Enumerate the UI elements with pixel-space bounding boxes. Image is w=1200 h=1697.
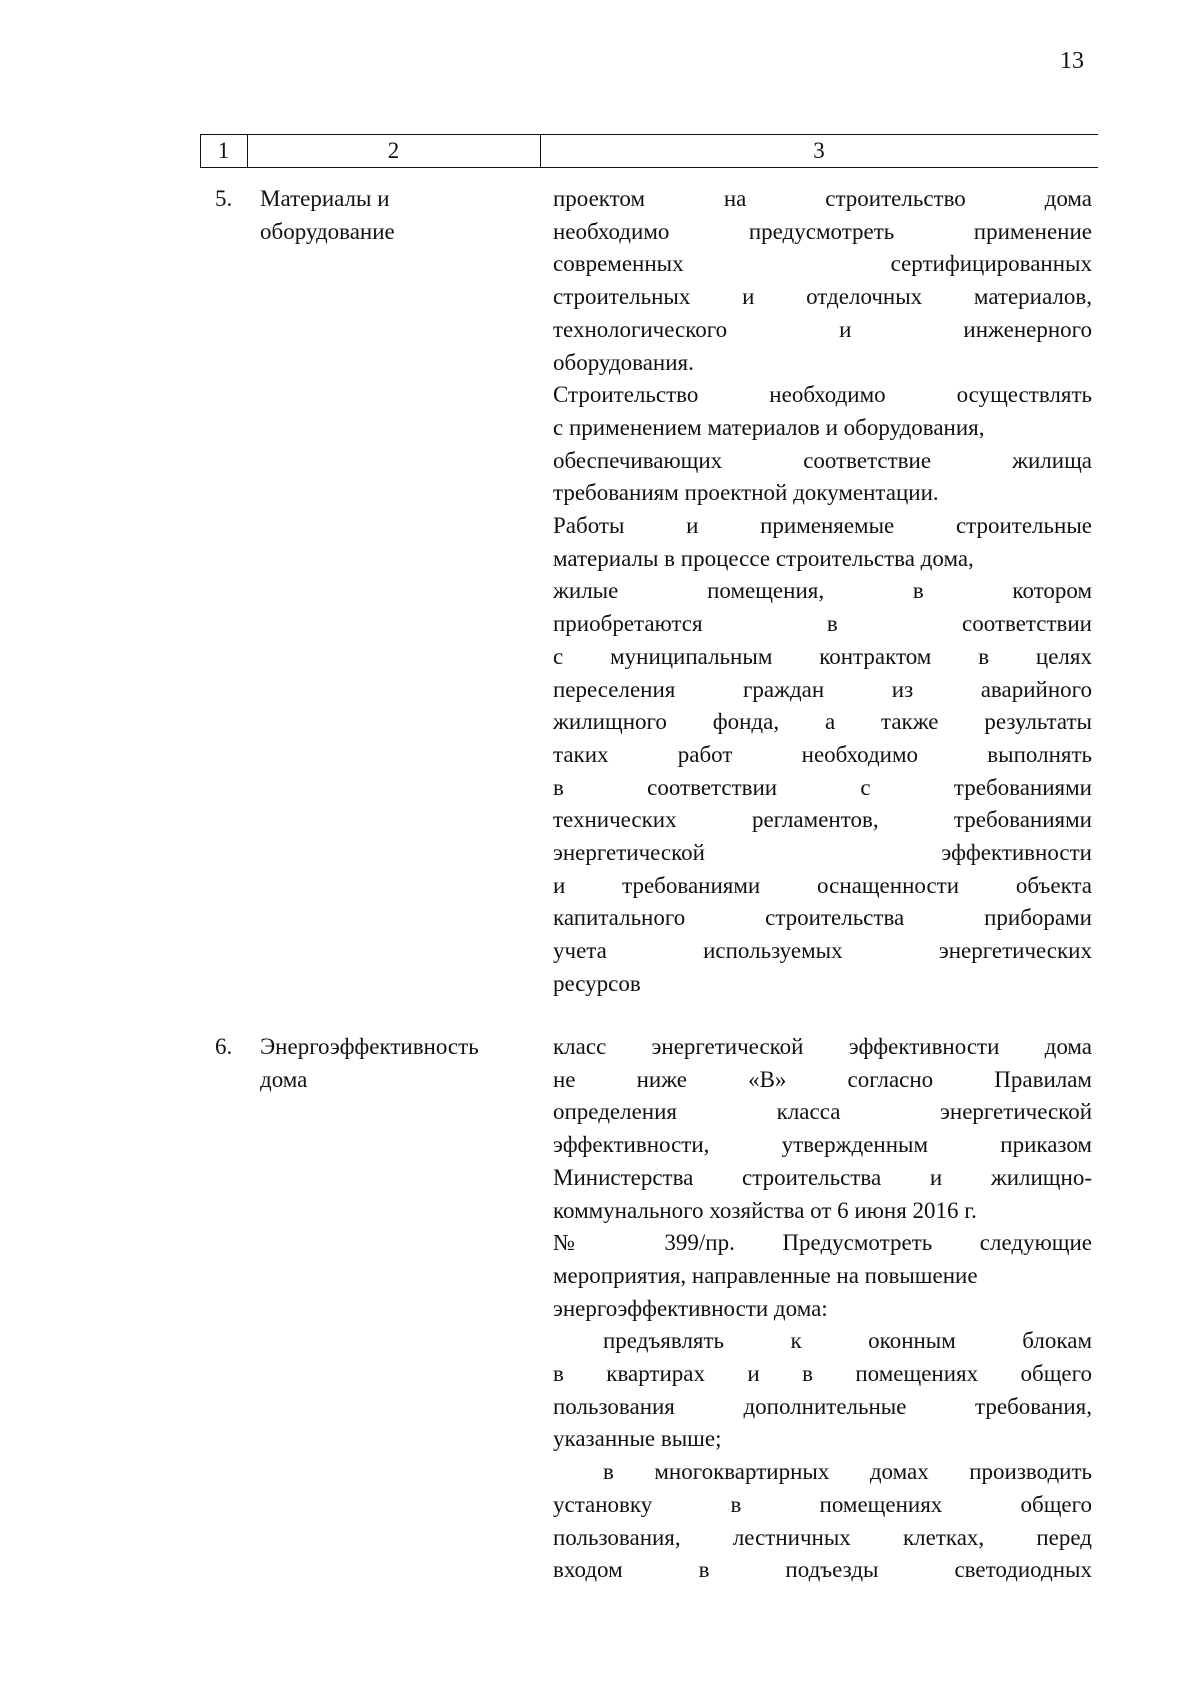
- row-number: 6.: [215, 1034, 233, 1059]
- text-line: коммунального хозяйства от 6 июня 2016 г.: [553, 1197, 977, 1223]
- page-number: 13: [1060, 48, 1084, 74]
- header-top-rule: [200, 134, 1098, 135]
- paragraph: [553, 379, 1092, 510]
- text-line: пользования дополнительные требования,: [553, 1393, 1092, 1419]
- text-line: с применением материалов и оборудования,: [553, 414, 985, 440]
- paragraph: [553, 1456, 1092, 1587]
- text-line: мероприятия, направленные на повышение: [553, 1262, 978, 1288]
- text-line: требованиям проектной документации.: [553, 480, 939, 506]
- text-line: жилые помещения, в котором: [553, 578, 1092, 604]
- text-line: энергоэффективности дома:: [553, 1295, 828, 1321]
- text-line: Строительство необходимо осуществлять: [553, 382, 1092, 408]
- text-line: переселения граждан из аварийного: [553, 676, 1092, 702]
- row-name-line: оборудование: [260, 218, 395, 244]
- row-name: [260, 1031, 535, 1096]
- text-line: приобретаются в соответствии: [553, 611, 1092, 637]
- text-line: таких работ необходимо выполнять: [553, 741, 1092, 767]
- row-number: 5.: [215, 186, 233, 211]
- paragraph: [553, 510, 1092, 1001]
- text-line: обеспечивающих соответствие жилища: [553, 447, 1092, 473]
- text-line: оборудования.: [553, 349, 694, 375]
- text-line: класс энергетической эффективности дома: [553, 1034, 1092, 1059]
- text-line: предъявлять к оконным блокам: [603, 1328, 1092, 1354]
- header-col-3: 3: [813, 138, 825, 163]
- text-line: Министерства строительства и жилищно-: [553, 1164, 1092, 1190]
- row-name-line: дома: [260, 1066, 308, 1092]
- text-line: в многоквартирных домах производить: [603, 1459, 1092, 1485]
- text-line: и требованиями оснащенности объекта: [553, 872, 1092, 898]
- header-col-1: 1: [217, 138, 230, 163]
- text-line: в соответствии с требованиями: [553, 774, 1092, 800]
- row-name-line: Энергоэффективность: [260, 1034, 479, 1059]
- text-line: энергетической эффективности: [553, 840, 1092, 866]
- text-line: Работы и применяемые строительные: [553, 513, 1092, 539]
- paragraph: [553, 1325, 1092, 1456]
- text-line: указанные выше;: [553, 1426, 722, 1452]
- paragraph: [553, 183, 1092, 379]
- text-line: с муниципальным контрактом в целях: [553, 643, 1092, 669]
- text-line: строительных и отделочных материалов,: [553, 284, 1092, 310]
- text-line: необходимо предусмотреть применение: [553, 218, 1092, 244]
- text-line: № 399/пр. Предусмотреть следующие: [553, 1230, 1092, 1256]
- header-col-2: 2: [387, 138, 400, 163]
- text-line: технических регламентов, требованиями: [553, 807, 1092, 833]
- text-line: капитального строительства приборами: [553, 905, 1092, 931]
- text-line: современных сертифицированных: [553, 251, 1092, 277]
- row-description: [553, 1031, 1092, 1587]
- text-line: технологического и инженерного: [553, 316, 1092, 342]
- text-line: учета используемых энергетических: [553, 938, 1092, 964]
- row-name: [260, 183, 535, 248]
- paragraph: [553, 1031, 1092, 1325]
- text-line: материалы в процессе строительства дома,: [553, 545, 974, 571]
- text-line: пользования, лестничных клетках, перед: [553, 1524, 1092, 1550]
- text-line: входом в подъезды светодиодных: [553, 1557, 1092, 1583]
- text-line: установку в помещениях общего: [553, 1491, 1092, 1517]
- text-line: проектом на строительство дома: [553, 186, 1092, 211]
- text-line: жилищного фонда, а также результаты: [553, 709, 1092, 735]
- text-line: определения класса энергетической: [553, 1099, 1092, 1125]
- text-line: ресурсов: [553, 970, 641, 996]
- text-line: эффективности, утвержденным приказом: [553, 1132, 1092, 1158]
- text-line: не ниже «В» согласно Правилам: [553, 1066, 1092, 1092]
- text-line: в квартирах и в помещениях общего: [553, 1361, 1092, 1387]
- row-name-line: Материалы и: [260, 186, 390, 211]
- row-description: [553, 183, 1092, 1001]
- header-bottom-rule: [200, 167, 1098, 168]
